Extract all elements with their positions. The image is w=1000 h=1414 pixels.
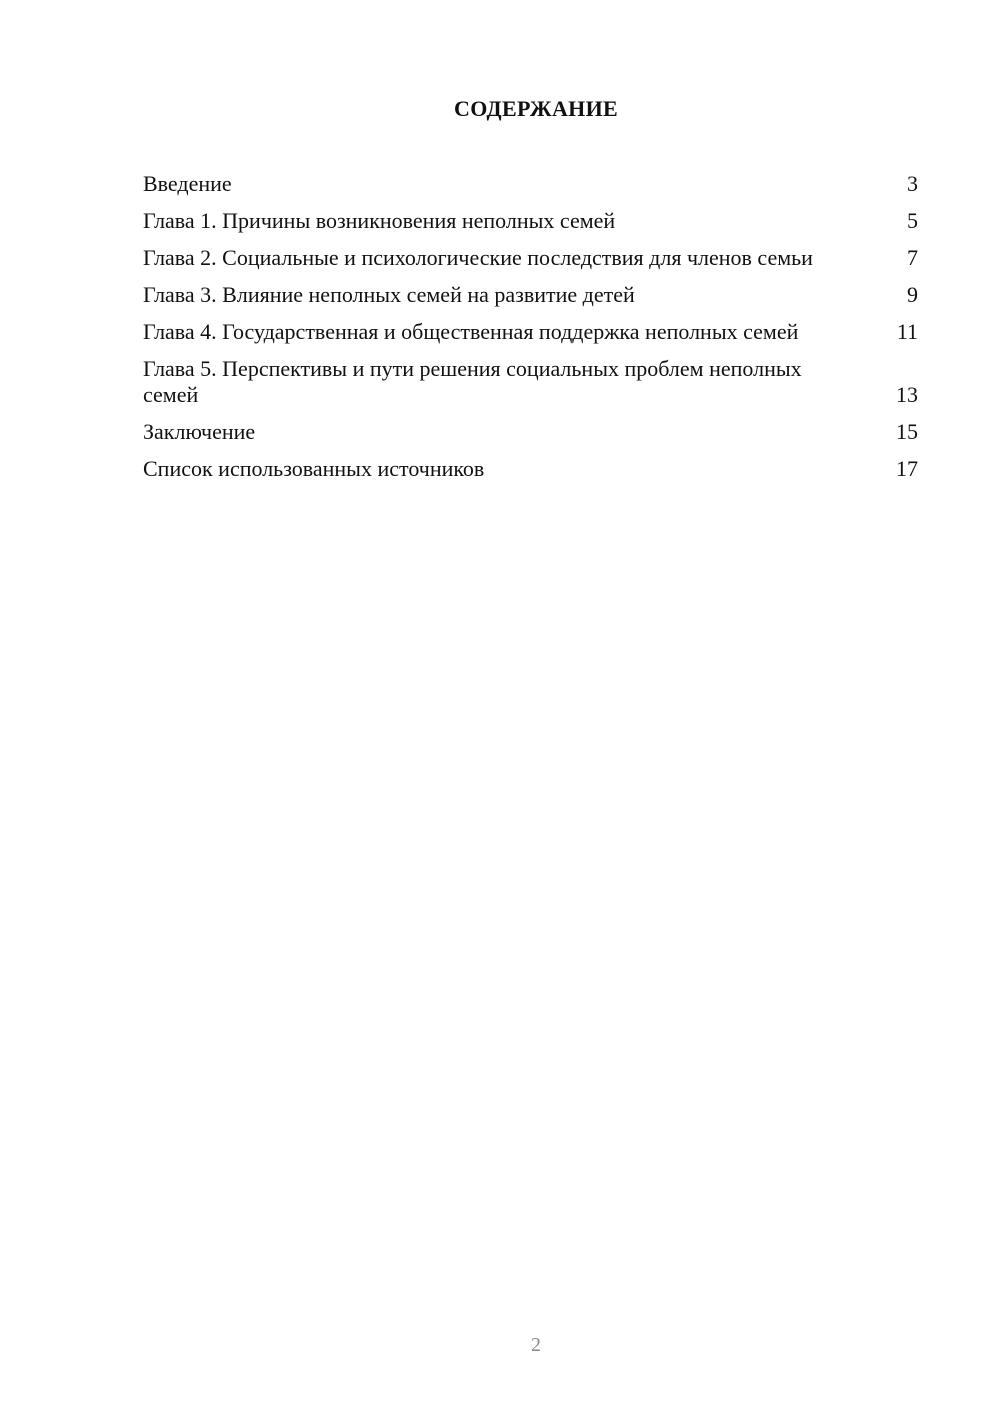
table-of-contents bbox=[143, 171, 918, 493]
toc-entry-page: 11 bbox=[896, 319, 918, 344]
toc-entry-page: 5 bbox=[907, 208, 918, 233]
toc-entry-chapter-2 bbox=[143, 245, 918, 271]
toc-entry-chapter-4 bbox=[143, 319, 918, 345]
toc-entry-references bbox=[143, 456, 918, 482]
toc-entry-page: 13 bbox=[896, 382, 918, 407]
toc-entry-title: Глава 5. Перспективы и пути решения социальных проблем неполных семей bbox=[143, 356, 802, 407]
page-title: СОДЕРЖАНИЕ bbox=[454, 96, 618, 121]
toc-entry-introduction bbox=[143, 171, 918, 197]
toc-entry-page: 15 bbox=[896, 419, 918, 444]
toc-entry-page: 7 bbox=[907, 245, 918, 270]
toc-entry-chapter-1 bbox=[143, 208, 918, 234]
toc-entry-title: Заключение bbox=[143, 419, 256, 444]
toc-entry-title: Глава 3. Влияние неполных семей на развитие детей bbox=[143, 282, 635, 307]
toc-entry-title: Список использованных источников bbox=[143, 456, 485, 481]
toc-entry-page: 17 bbox=[896, 456, 918, 481]
toc-entry-chapter-3 bbox=[143, 282, 918, 308]
page-number: 2 bbox=[531, 1334, 541, 1356]
toc-entry-conclusion bbox=[143, 419, 918, 445]
toc-entry-title: Глава 4. Государственная и общественная поддержка неполных семей bbox=[143, 319, 799, 344]
toc-entry-page: 3 bbox=[907, 171, 918, 196]
toc-entry-title: Глава 2. Социальные и психологические последствия для членов семьи bbox=[143, 245, 813, 270]
toc-entry-title: Введение bbox=[143, 171, 232, 196]
toc-entry-chapter-5 bbox=[143, 356, 918, 408]
toc-entry-title: Глава 1. Причины возникновения неполных семей bbox=[143, 208, 616, 233]
toc-entry-page: 9 bbox=[907, 282, 918, 307]
